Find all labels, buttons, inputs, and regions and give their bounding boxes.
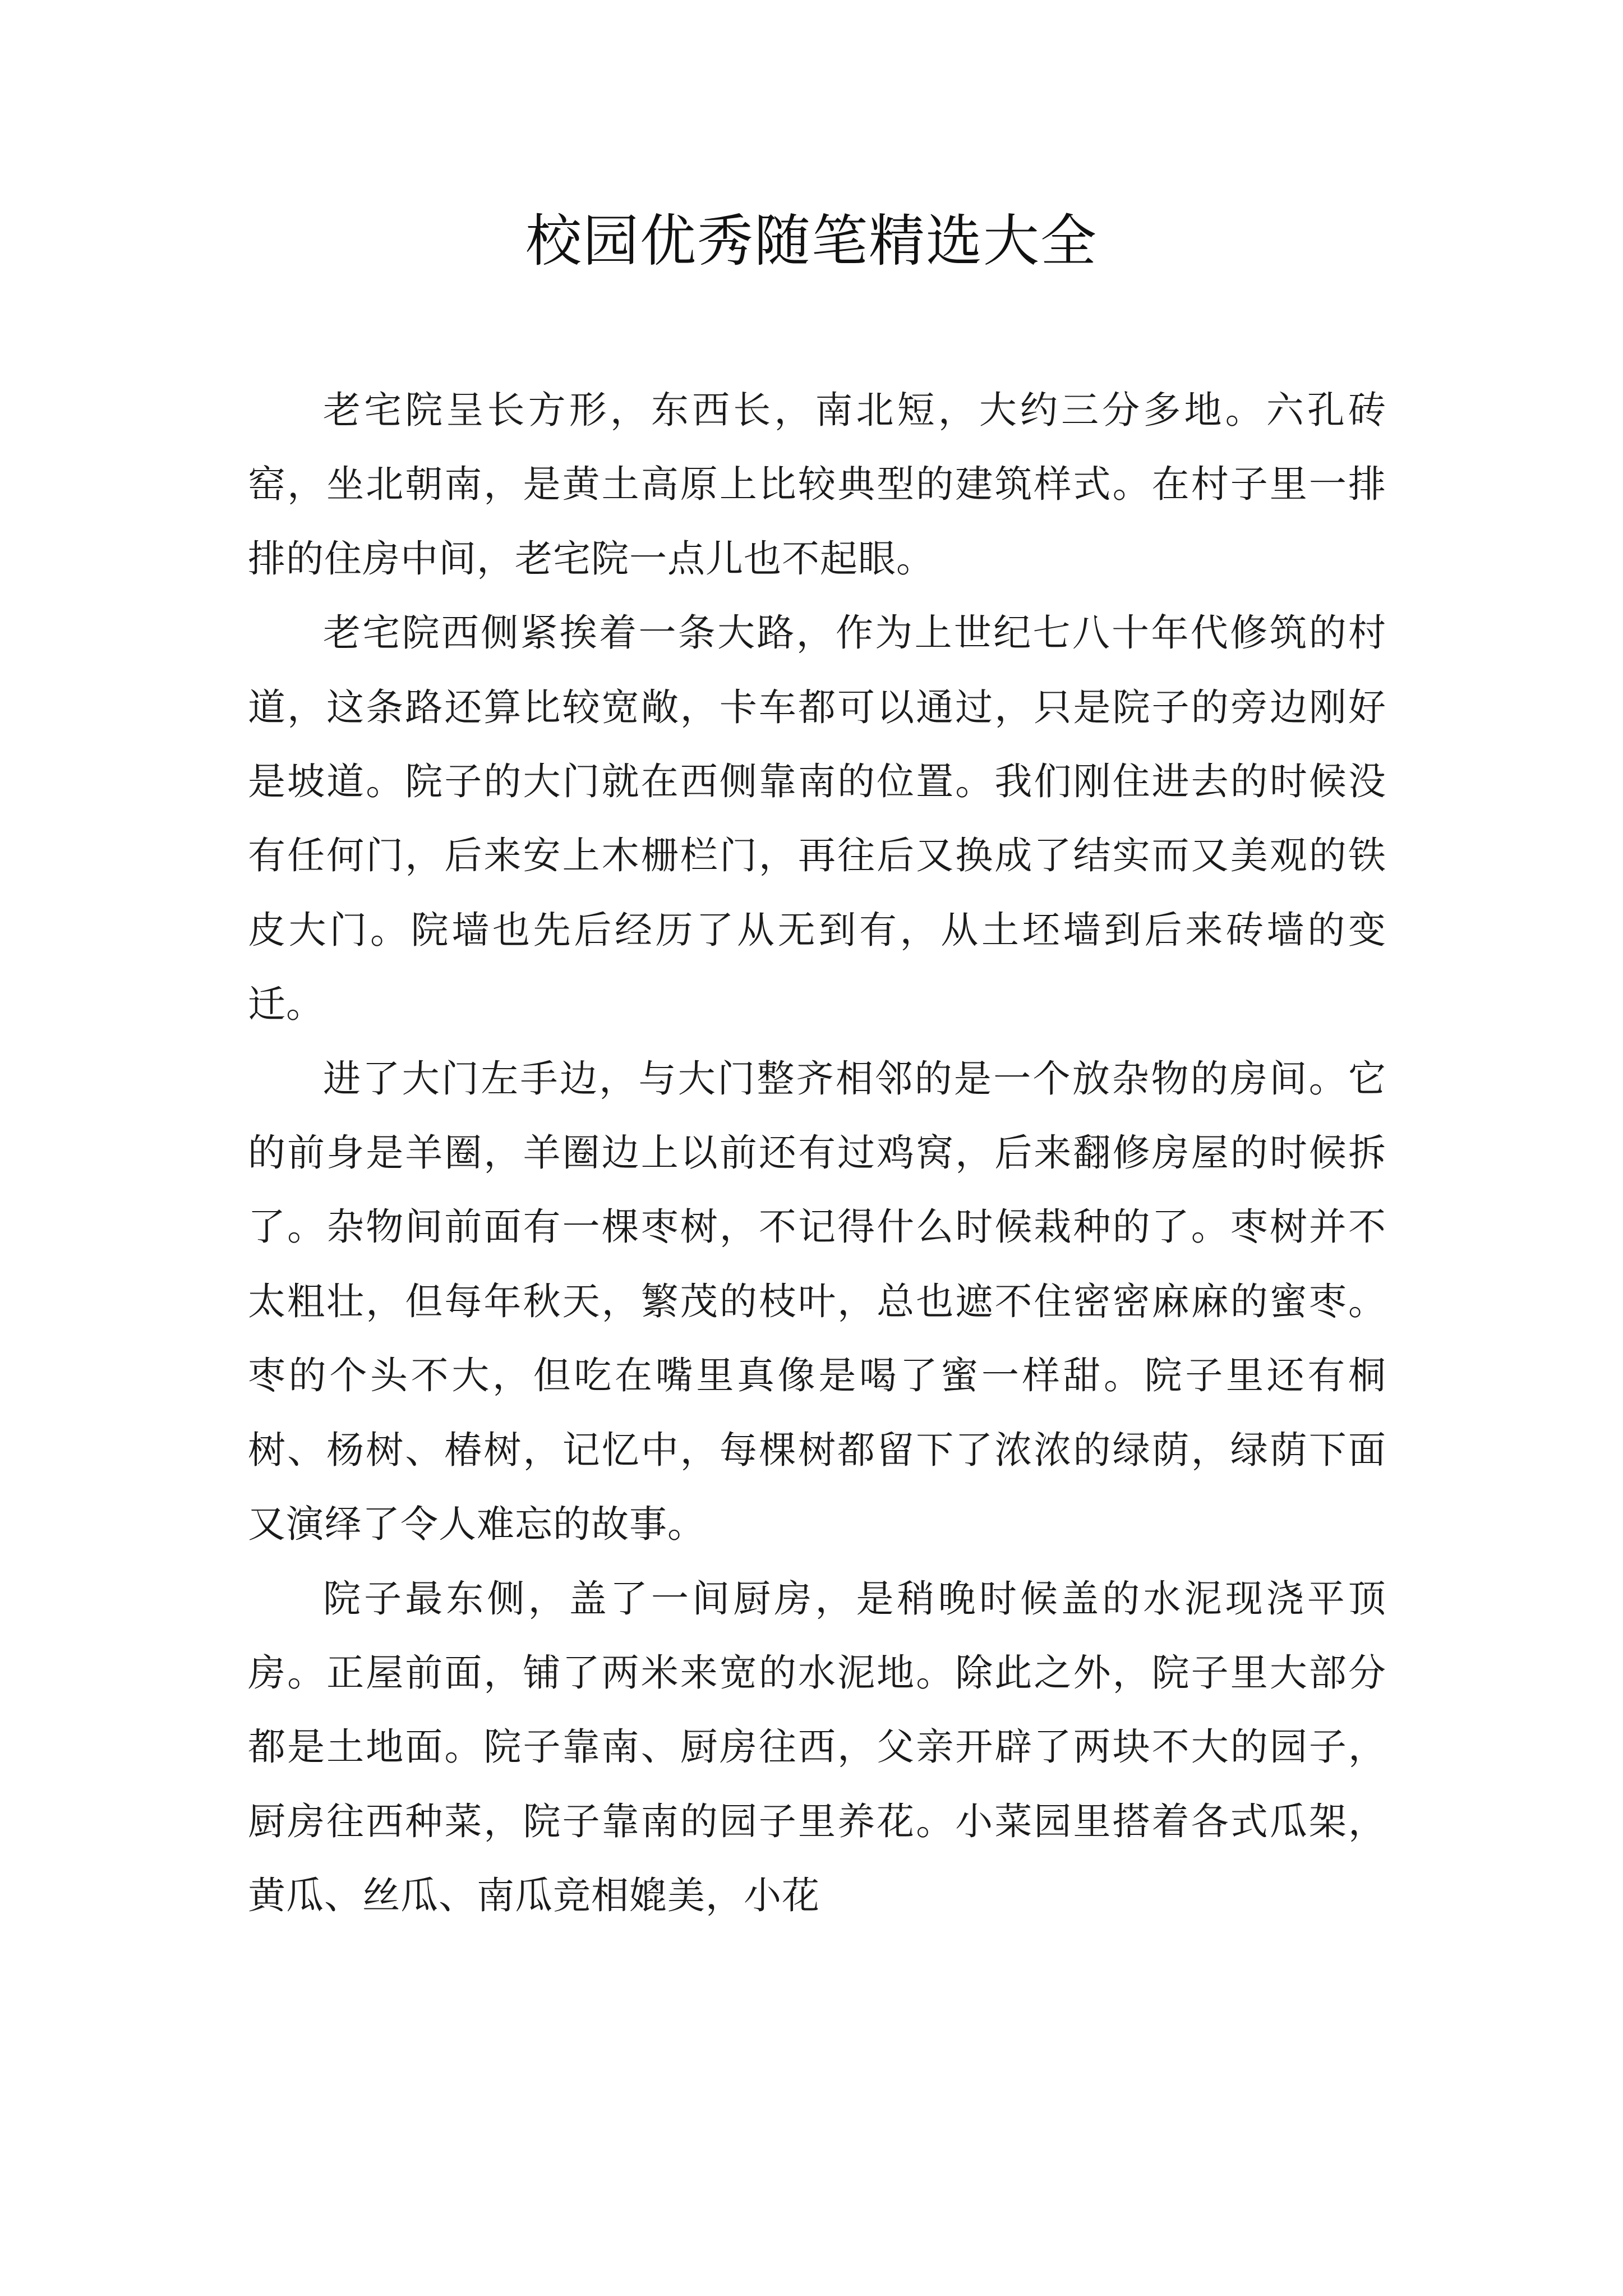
document-body bbox=[248, 373, 1386, 1933]
paragraph: 老宅院西侧紧挨着一条大路，作为上世纪七八十年代修筑的村道，这条路还算比较宽敞，卡车都可以通过，只是院子的旁边刚好是坡道。院子的大门就在西侧靠南的位置。我们刚住进去的时候没有任何门，后来安上木栅栏门，再往后又换成了结实而又美观的铁皮大门。院墙也先后经历了从无到有，从土坯墙到后来砖墙的变迁。 bbox=[248, 611, 1386, 1027]
paragraph: 老宅院呈长方形，东西长，南北短，大约三分多地。六孔砖窑，坐北朝南，是黄土高原上比较典型的建筑样式。在村子里一排排的住房中间，老宅院一点儿也不起眼。 bbox=[248, 388, 1386, 581]
paragraph: 院子最东侧，盖了一间厨房，是稍晚时候盖的水泥现浇平顶房。正屋前面，铺了两米来宽的水泥地。除此之外，院子里大部分都是土地面。院子靠南、厨房往西，父亲开辟了两块不大的园子，厨房往西种菜，院子靠南的园子里养花。小菜园里搭着各式瓜架，黄瓜、丝瓜、南瓜竞相媲美，小花 bbox=[248, 1576, 1386, 1918]
document-title: 校园优秀随笔精选大全 bbox=[525, 208, 1098, 274]
paragraph: 进了大门左手边，与大门整齐相邻的是一个放杂物的房间。它的前身是羊圈，羊圈边上以前还有过鸡窝，后来翻修房屋的时候拆了。杂物间前面有一棵枣树，不记得什么时候栽种的了。枣树并不太粗壮，但每年秋天，繁茂的枝叶，总也遮不住密密麻麻的蜜枣。枣的个头不大，但吃在嘴里真像是喝了蜜一样甜。院子里还有桐树、杨树、椿树，记忆中，每棵树都留下了浓浓的绿荫，绿荫下面又演绎了令人难忘的故事。 bbox=[248, 1056, 1386, 1547]
